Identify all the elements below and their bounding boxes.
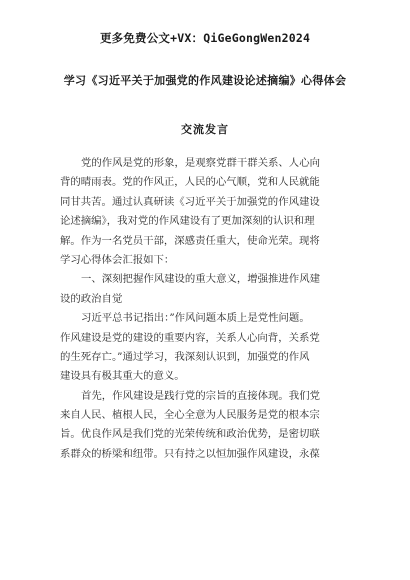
document-subtitle: 交流发言 bbox=[181, 123, 229, 136]
section-heading-line: 一、深刻把握作风建设的重大意义，增强推进作风建 bbox=[81, 273, 320, 286]
body-line: 背的晴雨表。党的作风正，人民的心气顺，党和人民就能 bbox=[60, 176, 320, 189]
section-heading-line: 设的政治自觉 bbox=[60, 292, 123, 305]
body-line: 旨。优良作风是我们党的光荣传统和政治优势，是密切联 bbox=[60, 428, 320, 441]
body-line: 系群众的桥梁和纽带。只有持之以恒加强作风建设，永葆 bbox=[60, 447, 320, 460]
body-line: 习近平总书记指出：”作风问题本质上是党性问题。 bbox=[81, 312, 310, 325]
body-line: 的生死存亡。”通过学习，我深刻认识到，加强党的作风 bbox=[60, 350, 310, 363]
body-line: 首先，作风建设是践行党的宗旨的直接体现。我们党 bbox=[81, 389, 320, 402]
body-line: 党的作风是党的形象，是观察党群干群关系、人心向 bbox=[81, 157, 320, 169]
body-line: 建设具有极其重大的意义。 bbox=[60, 370, 185, 383]
body-line: 作风建设是党的建设的重要内容，关系人心向背，关系党 bbox=[60, 331, 320, 344]
body-line: 同甘共苦。通过认真研读《习近平关于加强党的作风建设 bbox=[60, 195, 320, 208]
body-line: 论述摘编》，我对党的作风建设有了更加深刻的认识和理 bbox=[60, 215, 315, 228]
body-line: 来自人民、植根人民，全心全意为人民服务是党的根本宗 bbox=[60, 409, 320, 422]
body-line: 学习心得体会汇报如下： bbox=[60, 253, 175, 266]
promo-banner: 更多免费公文+VX：QiGeGongWen2024 bbox=[99, 31, 311, 45]
document-title: 学习《习近平关于加强党的作风建设论述摘编》心得体会 bbox=[63, 74, 347, 87]
body-line: 解。作为一名党员干部，深感责任重大，使命光荣。现将 bbox=[60, 234, 320, 247]
document-body bbox=[60, 154, 358, 464]
